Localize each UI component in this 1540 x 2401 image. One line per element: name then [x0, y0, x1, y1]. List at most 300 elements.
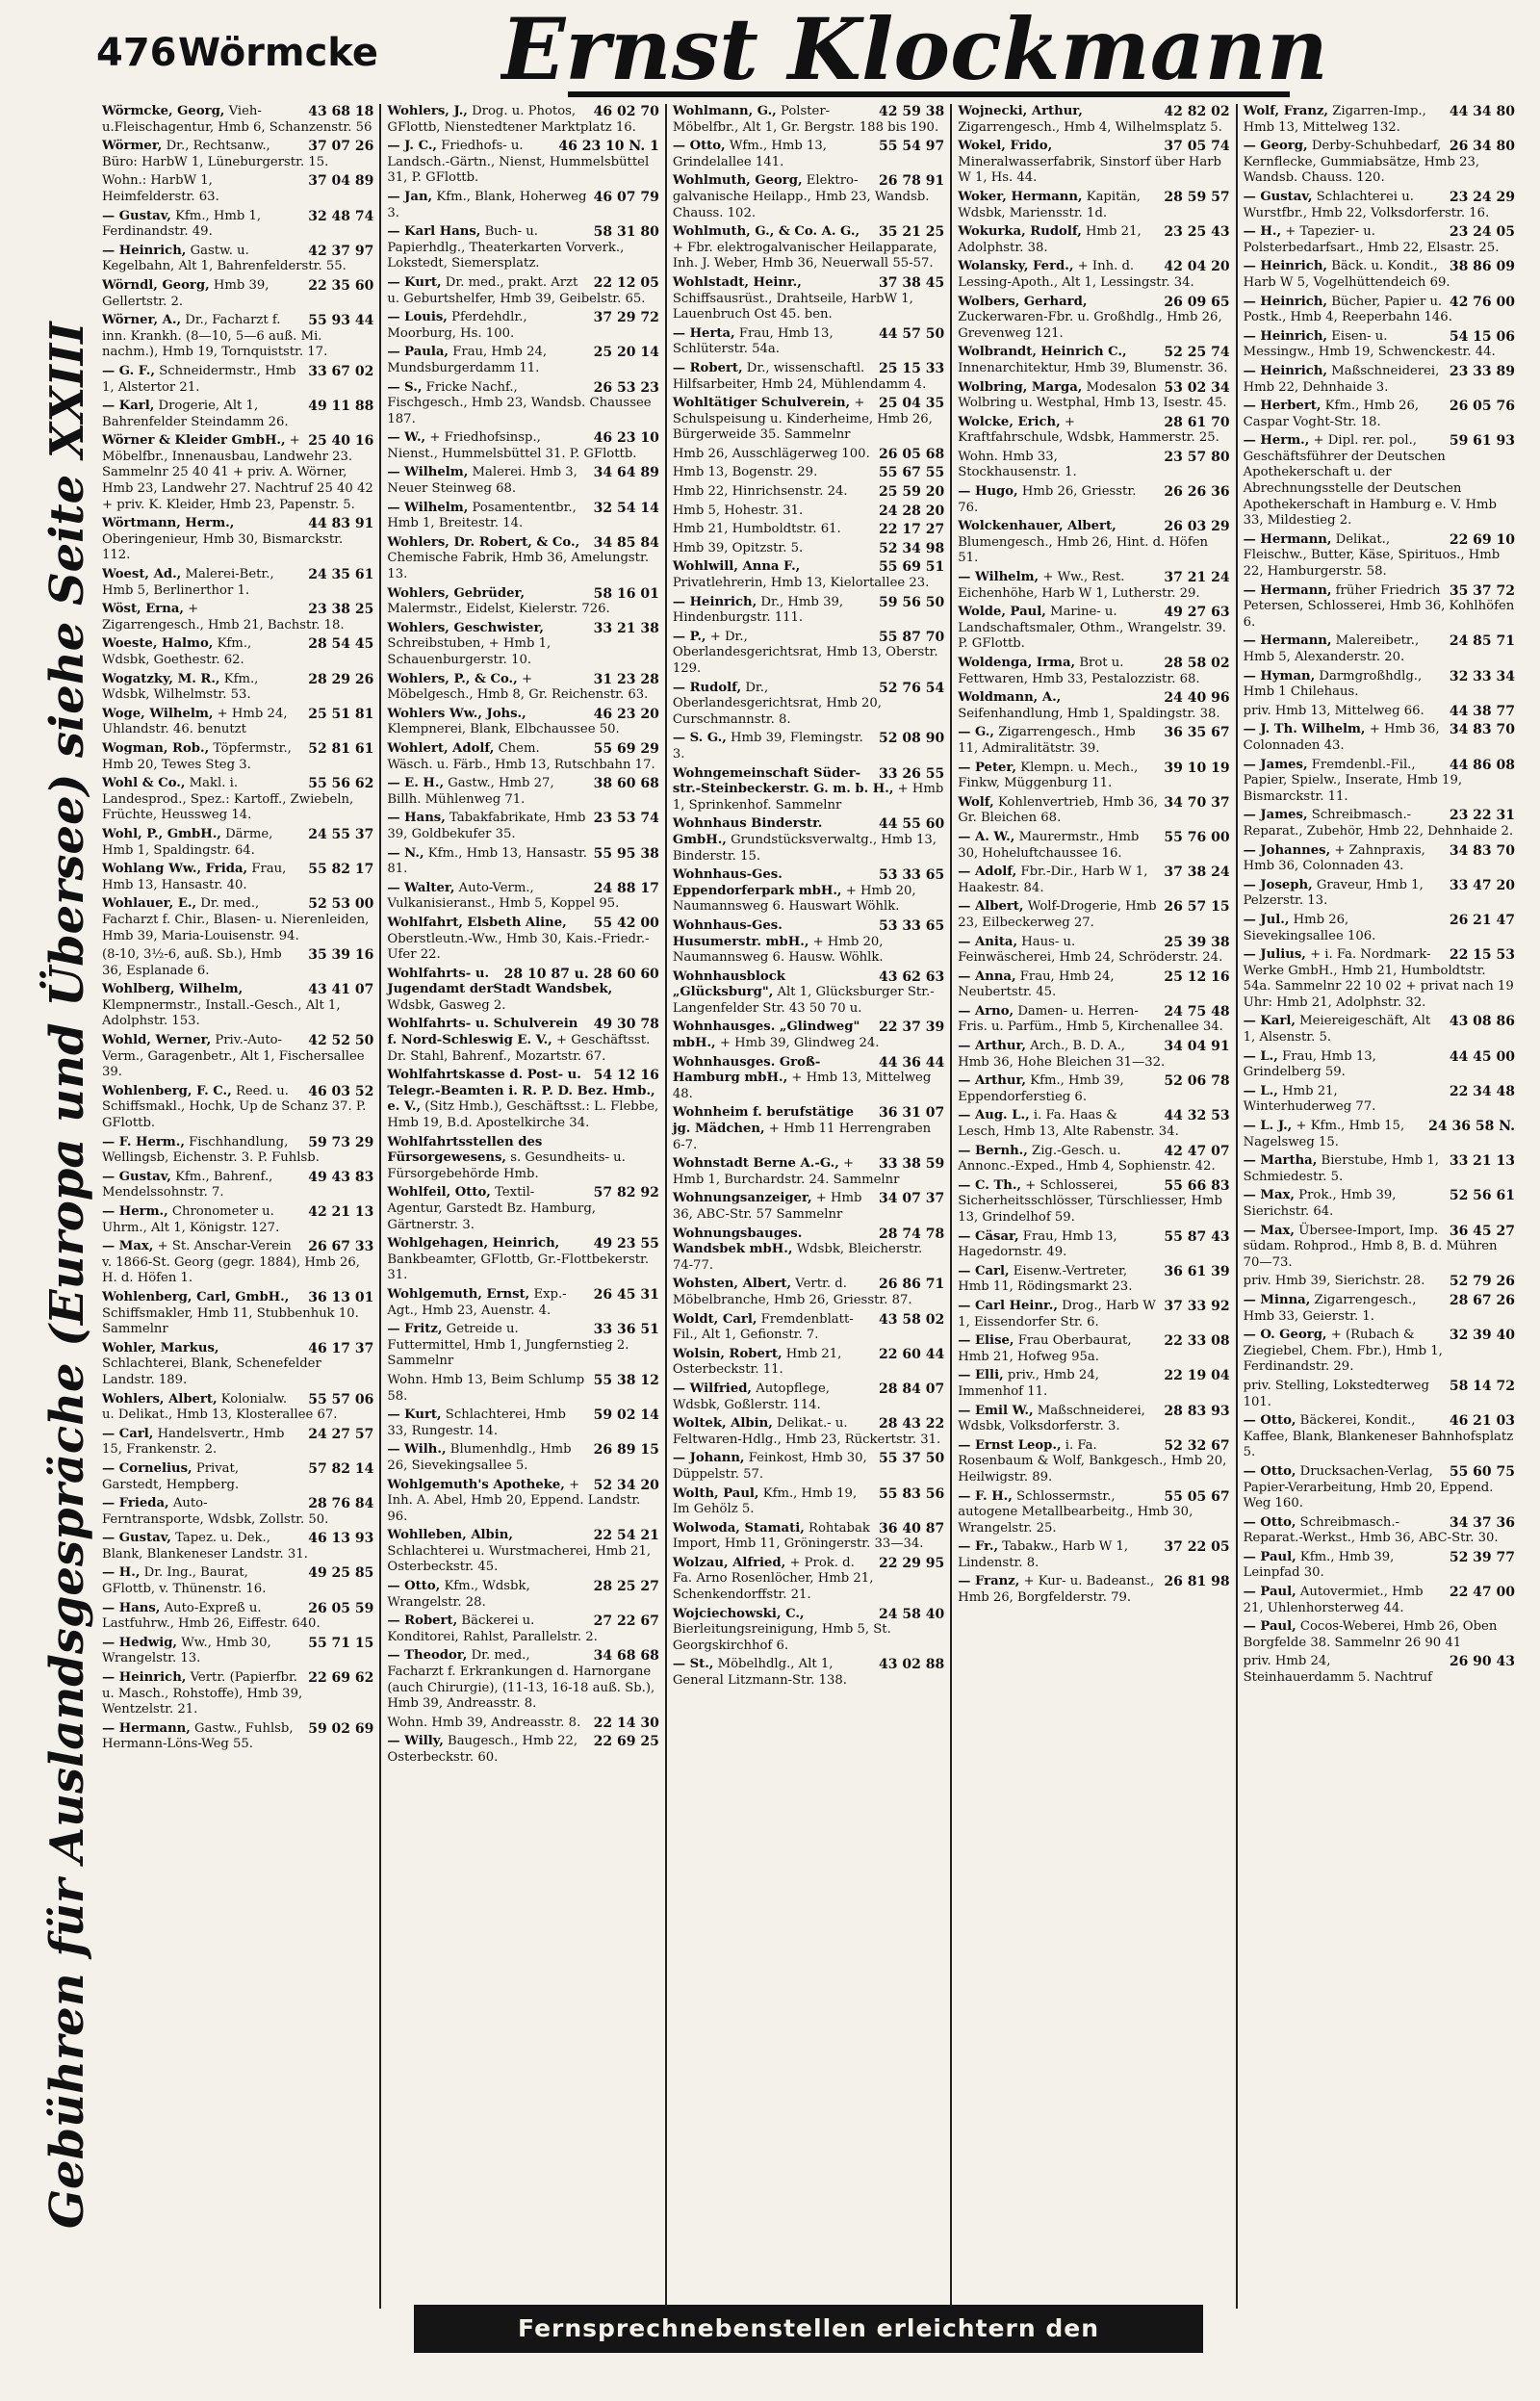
directory-entry — [958, 190, 1229, 221]
entry-name: Woeste, Halmo, — [102, 636, 214, 652]
entry-detail: Chem. Wäsch. u. Färb., Hmb 13, Rutschbahn 17. — [387, 740, 655, 772]
phone-number: 35 21 25 — [879, 224, 945, 241]
entry-name: Wolth, Paul, — [672, 1485, 759, 1501]
entry-name: Wörmcke, Georg, — [102, 104, 225, 118]
entry-name: Wohnhausges. Groß-Hamburg mbH., — [672, 1054, 821, 1086]
directory-entry — [958, 1539, 1229, 1571]
directory-entry — [958, 865, 1229, 896]
entry-name: Wohlfahrts- u. Jugendamt derStadt Wandsbek, — [387, 966, 613, 997]
directory-entry — [673, 1191, 944, 1223]
phone-number: 22 69 62 — [308, 1670, 374, 1687]
entry-detail: Wdsbk, Bleicherstr. 74-77. — [672, 1242, 923, 1273]
phone-number: 55 57 06 — [308, 1391, 374, 1407]
entry-name: Wörndl, Georg, — [102, 277, 210, 293]
phone-number: 46 23 10 — [593, 430, 659, 447]
phone-number: 26 67 33 — [308, 1239, 374, 1255]
directory-entry — [673, 969, 944, 1018]
entry-name: — O. Georg, — [1243, 1328, 1327, 1343]
directory-entry — [387, 1287, 658, 1319]
entry-name: — Gustav, — [1243, 189, 1313, 204]
directory-entry — [1244, 722, 1515, 754]
phone-number: 55 56 62 — [308, 776, 374, 792]
entry-name: — Paula, — [387, 345, 449, 360]
phone-number: 26 81 98 — [1164, 1574, 1230, 1590]
phone-number: 33 38 59 — [879, 1156, 945, 1173]
phone-number: 44 55 60 — [879, 816, 945, 833]
entry-name: Wogman, Rob., — [102, 740, 210, 756]
phone-number: 46 02 70 — [593, 104, 659, 119]
directory-entry — [102, 1636, 373, 1667]
entry-detail: Marine- u. Landschaftsmaler, Othm., Wrangelstr. 39. P. GFlottb. — [958, 605, 1226, 652]
entry-name: — Herm., — [1243, 433, 1310, 449]
phone-number: 32 33 34 — [1449, 668, 1516, 684]
entry-name: — Karl, — [102, 399, 155, 414]
entry-name: — L., — [1243, 1048, 1278, 1064]
entry-detail: + Ww., Rest. Eichenhöhe, Harb W 1, Lutherstr. 29. — [958, 570, 1200, 601]
directory-entry — [387, 465, 658, 497]
directory-entry — [102, 173, 373, 205]
directory-entry — [102, 947, 373, 979]
entry-detail: Zigarrengesch., Hmb 4, Wilhelmsplatz 5. — [958, 119, 1222, 135]
entry-detail: Innenarchitektur, Hmb 39, Blumenstr. 36. — [958, 360, 1228, 375]
entry-name: — Adolf, — [958, 865, 1017, 880]
entry-name: Wolansky, Ferd., — [958, 259, 1074, 274]
directory-entry — [958, 415, 1229, 447]
directory-entry — [387, 1614, 658, 1645]
entry-detail: Dr., Rechtsanw., Büro: HarbW 1, Lüneburgerstr. 15. — [102, 139, 329, 169]
phone-number: 43 68 18 — [308, 104, 374, 119]
entry-detail: Fremdenblatt-Fil., Alt 1, Gefionstr. 7. — [672, 1311, 854, 1343]
entry-detail: Hmb 39, Gellertstr. 2. — [102, 277, 270, 309]
entry-name: — James, — [1243, 757, 1308, 772]
phone-number: 22 33 08 — [1164, 1333, 1230, 1350]
entry-name: — J. Th. Wilhelm, — [1243, 722, 1366, 737]
entry-name: Wohlberg, Wilhelm, — [102, 982, 244, 997]
directory-entry — [1244, 1328, 1515, 1376]
phone-number: 39 10 19 — [1164, 760, 1230, 776]
entry-name: Wohngemeinschaft Süder-str.-Steinbeckerstr. G. m. b. H., — [672, 765, 894, 797]
phone-number: 42 37 97 — [308, 243, 374, 259]
entry-detail: Frau, Hmb 13, Grindelberg 59. — [1243, 1048, 1376, 1080]
entry-name: Wohlmann, G., — [672, 104, 777, 118]
directory-entry — [387, 1579, 658, 1611]
directory-entry — [673, 1607, 944, 1655]
directory-entry — [1244, 1464, 1515, 1512]
directory-entry — [1244, 295, 1515, 326]
entry-detail: Buch- u. Papierhdlg., Theaterkarten Vorverk., Lokstedt, Siemersplatz. — [387, 224, 625, 271]
directory-entry — [673, 1347, 944, 1379]
entry-name: — Arthur, — [958, 1073, 1027, 1089]
entry-detail: Blumenhdlg., Hmb 26, Sievekingsallee 5. — [387, 1442, 572, 1473]
entry-name: Wohlers, P., & Co., — [387, 671, 518, 686]
entry-detail: + Inh. d. Lessing-Apoth., Alt 1, Lessingstr. 34. — [958, 259, 1194, 290]
phone-number: 32 54 14 — [593, 500, 659, 516]
phone-number: 34 07 37 — [879, 1191, 945, 1207]
entry-detail: Wdsbk, Gasweg 2. — [387, 997, 506, 1013]
entry-name: Wohnhaus-Ges. Husumerstr. mbH., — [672, 917, 809, 949]
phone-number: 28 54 45 — [308, 636, 374, 653]
entry-name: — Theodor, — [387, 1648, 468, 1664]
entry-name: Wokurka, Rudolf, — [958, 224, 1082, 240]
entry-detail: Frau, Hmb 13, Hagedornstr. 49. — [958, 1228, 1117, 1260]
phone-number: 25 40 16 — [308, 433, 374, 450]
directory-entry — [1244, 364, 1515, 396]
directory-entry — [102, 776, 373, 824]
directory-entry — [102, 1496, 373, 1528]
phone-number: 26 05 59 — [308, 1600, 374, 1616]
phone-number: 55 87 43 — [1164, 1228, 1230, 1245]
entry-detail: + Hmb 36, Colonnaden 43. — [1243, 722, 1440, 753]
phone-number: 22 54 21 — [593, 1528, 659, 1544]
entry-detail: Kfm., Wdsbk, Wrangelstr. 28. — [387, 1579, 530, 1610]
entry-name: Wohler, Markus, — [102, 1340, 219, 1355]
directory-entry — [1244, 1153, 1515, 1185]
phone-number: 22 17 27 — [879, 522, 945, 538]
entry-name: — Franz, — [958, 1574, 1020, 1589]
entry-name: Wokel, Frido, — [958, 139, 1053, 154]
directory-entry — [673, 447, 944, 463]
entry-detail: Handelsvertr., Hmb 15, Frankenstr. 2. — [102, 1426, 285, 1458]
directory-entry — [102, 1461, 373, 1493]
entry-name: Wohlgemuth's Apotheke, — [387, 1477, 565, 1492]
phone-number: 22 69 10 — [1449, 531, 1516, 548]
entry-detail: Privatlehrerin, Hmb 13, Kielortallee 23. — [672, 576, 930, 591]
entry-detail: Eisen- u. Messingw., Hmb 19, Schwenckestr. 44. — [1243, 328, 1496, 360]
directory-entry — [1244, 913, 1515, 944]
directory-entry — [387, 707, 658, 738]
phone-number: 24 27 57 — [308, 1426, 374, 1442]
directory-entry — [387, 430, 658, 462]
brand-logo — [500, 10, 1328, 106]
entry-name: Woldt, Carl, — [672, 1311, 757, 1327]
entry-name: — Hyman, — [1243, 668, 1316, 684]
entry-name: Wolsin, Robert, — [672, 1346, 783, 1361]
phone-number: 22 19 04 — [1164, 1368, 1230, 1384]
phone-number: 37 33 92 — [1164, 1298, 1230, 1314]
phone-number: 42 82 02 — [1164, 104, 1230, 119]
entry-detail: Reed. u. Schiffsmakl., Hochk, Up de Schanz 37. P. GFlottb. — [102, 1083, 367, 1131]
entry-name: Wohnungsanzeiger, — [672, 1191, 812, 1206]
entry-name: — H., — [1243, 224, 1282, 240]
entry-name: — Max, — [102, 1239, 154, 1254]
directory-entry — [1244, 808, 1515, 839]
directory-entry — [1244, 329, 1515, 361]
phone-number: 25 04 35 — [879, 396, 945, 412]
entry-name: Wöst, Erna, — [102, 602, 184, 617]
directory-entry — [102, 399, 373, 430]
entry-detail: Vieh-u.Fleischagentur, Hmb 6, Schanzenstr. 56 — [102, 104, 372, 135]
entry-name: Wohlwill, Anna F., — [672, 559, 801, 575]
directory-entry — [1244, 1084, 1515, 1116]
entry-detail: Dr., Facharzt f. inn. Krankh. (8—10, 5—6 auß. Mi. nachm.), Hmb 19, Tornquiststr. 17. — [102, 313, 328, 360]
entry-detail: Hmb 26, Ausschlägerweg 100. — [672, 446, 870, 461]
phone-number: 24 40 96 — [1164, 690, 1230, 707]
entry-name: — Hans, — [387, 811, 446, 826]
entry-name: Wohlers, Geschwister, — [387, 620, 545, 635]
phone-number: 42 04 20 — [1164, 259, 1230, 275]
entry-name: — L., — [1243, 1083, 1278, 1098]
directory-entry — [102, 433, 373, 513]
directory-entry — [958, 1299, 1229, 1330]
entry-detail: + Kraftfahrschule, Wdsbk, Hammerstr. 25. — [958, 414, 1219, 446]
entry-detail: Elektro-galvanische Heilapp., Hmb 23, Wandsb. Chauss. 102. — [672, 173, 930, 220]
entry-detail: Schiffsmakler, Hmb 11, Stubbenhuk 10. Sammelnr — [102, 1305, 359, 1337]
phone-number: 26 57 15 — [1164, 899, 1230, 916]
phone-number: 52 81 61 — [308, 740, 374, 757]
entry-detail: (8-10, 3½-6, auß. Sb.), Hmb 36, Esplanade 6. — [102, 947, 282, 978]
phone-number: 26 90 43 — [1449, 1654, 1516, 1670]
entry-detail: Dr. med., Facharzt f. Erkrankungen d. Harnorgane (auch Chirurgie), (11-13, 16-18 auß. Sb.), Hmb 39, Andreasstr. 8. — [387, 1648, 655, 1712]
directory-entry — [102, 896, 373, 944]
entry-detail: Hmb 39, Opitzstr. 5. — [672, 540, 804, 555]
entry-name: Wohnheim f. berufstätige jg. Mädchen, — [672, 1105, 855, 1137]
directory-entry — [958, 380, 1229, 412]
directory-entry — [387, 1716, 658, 1732]
directory-entry — [387, 1734, 658, 1766]
directory-entry — [673, 139, 944, 170]
directory-entry — [1244, 1515, 1515, 1547]
phone-number: 52 34 20 — [593, 1477, 659, 1493]
phone-number: 34 64 89 — [593, 465, 659, 481]
phone-number: 44 86 08 — [1449, 757, 1516, 773]
entry-name: — Georg, — [1243, 139, 1308, 154]
entry-name: — Elise, — [958, 1333, 1014, 1349]
entry-detail: Bäck. u. Kondit., Harb W 5, Vogelhüttendeich 69. — [1243, 259, 1450, 290]
entry-detail: Autopflege, Wdsbk, Goßlerstr. 114. — [672, 1381, 830, 1412]
entry-name: Wohnungsbauges. Wandsbek mbH., — [672, 1226, 803, 1257]
entry-detail: Oberingenieur, Hmb 30, Bismarckstr. 112. — [102, 531, 344, 563]
phone-number: 22 47 00 — [1449, 1585, 1516, 1601]
entry-name: Wohlers, Gebrüder, — [387, 585, 526, 601]
entry-name: — G. F., — [102, 363, 155, 378]
phone-number: 37 05 74 — [1164, 139, 1230, 155]
entry-detail: Dr., wissenschaftl. Hilfsarbeiter, Hmb 24, Mühlendamm 4. — [672, 360, 927, 392]
directory-entry — [673, 275, 944, 323]
directory-entry — [673, 1312, 944, 1344]
directory-entry — [1244, 704, 1515, 720]
entry-name: — Bernh., — [958, 1143, 1028, 1158]
entry-detail: Cocos-Weberei, Hmb 26, Oben Borgfelde 38. Sammelnr 26 90 41 — [1243, 1619, 1498, 1650]
entry-name: — Max, — [1243, 1188, 1295, 1203]
entry-name: Wolckenhauer, Albert, — [958, 519, 1116, 534]
directory-entry — [102, 313, 373, 361]
directory-entry — [387, 621, 658, 669]
entry-detail: Ww., Hmb 30, Wrangelstr. 13. — [102, 1635, 271, 1666]
entry-detail: + Zigarrengesch., Hmb 21, Bachstr. 18. — [102, 602, 345, 633]
phone-number: 34 68 68 — [593, 1648, 659, 1665]
phone-number: 53 33 65 — [879, 867, 945, 884]
phone-number: 55 05 67 — [1164, 1488, 1230, 1505]
phone-number: 55 67 55 — [879, 465, 945, 481]
phone-number: 25 59 20 — [879, 484, 945, 501]
phone-number: 54 12 16 — [593, 1068, 659, 1084]
entry-name: Wolbrandt, Heinrich C., — [958, 345, 1127, 360]
directory-entry — [102, 982, 373, 1030]
entry-detail: Wohn.: HarbW 1, Heimfelderstr. 63. — [102, 173, 219, 204]
phone-number: 25 51 81 — [308, 706, 374, 722]
entry-name: Wohlfahrtskasse d. Post- u. Telegr.-Beamten i. R. P. D. Bez. Hmb., e. V., — [387, 1068, 655, 1115]
phone-number: 34 85 84 — [593, 534, 659, 551]
phone-number: 34 83 70 — [1449, 722, 1516, 738]
directory-entry — [673, 731, 944, 762]
phone-number: 27 22 67 — [593, 1614, 659, 1630]
phone-number: 25 20 14 — [593, 345, 659, 361]
entry-name: — Kurt, — [387, 1407, 442, 1423]
entry-detail: + (Rubach & Ziegiebel, Chem. Fbr.), Hmb 1, Ferdinandstr. 29. — [1243, 1328, 1443, 1375]
directory-entry — [102, 104, 373, 136]
entry-detail: + Hmb 1, Burchardstr. 24. Sammelnr — [672, 1156, 900, 1187]
phone-number: 59 56 50 — [879, 594, 945, 610]
entry-name: — Elli, — [958, 1368, 1004, 1383]
entry-detail: Delikat., Fleischw., Butter, Käse, Spirituos., Hmb 22, Hamburgerstr. 58. — [1243, 531, 1501, 580]
entry-name: — Robert, — [672, 360, 743, 375]
directory-entry — [102, 1427, 373, 1459]
directory-column — [379, 104, 664, 2309]
directory-entry — [958, 484, 1229, 516]
entry-name: Wolde, Paul, — [958, 605, 1046, 620]
entry-detail: Schlachterei u. Wurstfbr., Hmb 22, Volksdorferstr. 16. — [1243, 189, 1490, 220]
entry-name: Wohlers Ww., Johs., — [387, 706, 526, 721]
phone-number: 57 82 14 — [308, 1460, 374, 1477]
entry-detail: Frau, Hmb 24, Neubertstr. 45. — [958, 968, 1115, 1000]
phone-number: 23 57 80 — [1164, 449, 1230, 465]
directory-entry — [102, 139, 373, 170]
entry-detail: Maßschneiderei, Wdsbk, Volksdorferstr. 3. — [958, 1403, 1145, 1434]
entry-detail: Feinkost, Hmb 30, Düppelstr. 57. — [672, 1451, 867, 1482]
directory-entry — [958, 1108, 1229, 1140]
brand-logo-text: Ernst Klockmann — [500, 10, 1328, 99]
directory-entry — [673, 630, 944, 678]
entry-detail: + St. Anschar-Verein v. 1866-St. Georg (gegr. 1884), Hmb 26, H. d. Höfen 1. — [102, 1239, 360, 1286]
directory-entry — [387, 881, 658, 913]
phone-number: 55 42 00 — [593, 915, 659, 931]
entry-detail: Därme, Hmb 1, Spaldingstr. 64. — [102, 826, 273, 858]
directory-column — [1236, 104, 1521, 2309]
directory-entry — [387, 586, 658, 618]
directory-entry — [387, 1185, 658, 1233]
directory-entry — [1244, 104, 1515, 136]
directory-entry — [958, 1004, 1229, 1036]
entry-detail: Übersee-Import, Imp. südam. Rohprod., Hmb 8, B. d. Mühren 70—73. — [1243, 1223, 1498, 1270]
phone-number: 38 60 68 — [593, 776, 659, 792]
entry-name: Wolbers, Gerhard, — [958, 294, 1088, 309]
phone-number: 28 58 02 — [1164, 656, 1230, 671]
entry-name: — Gustav, — [102, 208, 171, 223]
directory-entry — [958, 1264, 1229, 1296]
entry-detail: Drucksachen-Verlag, Papier-Verarbeitung, Hmb 20, Eppend. Weg 160. — [1243, 1463, 1494, 1511]
entry-name: — Anita, — [958, 934, 1018, 949]
directory-entry — [673, 104, 944, 136]
directory-entry — [102, 516, 373, 564]
entry-detail: + Fbr. elektrogalvanischer Heilapparate, Inh. J. Weber, Hmb 36, Neuerwall 55-57. — [672, 240, 937, 271]
entry-name: Wohlleben, Albin, — [387, 1528, 513, 1543]
entry-name: — Wilfried, — [672, 1381, 753, 1396]
directory-entry — [102, 364, 373, 396]
phone-number: 55 83 56 — [879, 1485, 945, 1502]
phone-number: 49 23 55 — [593, 1236, 659, 1252]
entry-detail: Hmb 22, Hinrichsenstr. 24. — [672, 484, 848, 500]
directory-entry — [958, 1438, 1229, 1486]
phone-number: 49 27 63 — [1164, 605, 1230, 621]
entry-detail: Zigarren-Imp., Hmb 13, Mittelweg 132. — [1243, 104, 1426, 135]
entry-detail: priv. Stelling, Lokstedterweg 101. — [1243, 1378, 1429, 1409]
directory-entry — [387, 1648, 658, 1712]
phone-number: 28 25 27 — [593, 1579, 659, 1595]
phone-number: 23 25 43 — [1164, 224, 1230, 241]
phone-number: 52 34 98 — [879, 540, 945, 556]
phone-number: 33 67 02 — [308, 363, 374, 379]
entry-name: — Walter, — [387, 880, 455, 895]
directory-entry — [102, 1084, 373, 1132]
entry-name: — Hugo, — [958, 484, 1018, 500]
directory-entry — [958, 259, 1229, 291]
entry-name: — Otto, — [672, 139, 726, 154]
directory-entry — [1244, 1654, 1515, 1686]
directory-entry — [958, 1489, 1229, 1537]
entry-detail: Auto-Ferntransporte, Wdsbk, Zollstr. 50. — [102, 1496, 329, 1527]
directory-entry — [1244, 433, 1515, 529]
phone-number: 55 76 00 — [1164, 829, 1230, 845]
phone-number: 52 39 77 — [1449, 1549, 1516, 1565]
directory-entry — [102, 1721, 373, 1753]
entry-detail: + Friedhofsinsp., Nienst., Hummelsbüttel 31. P. GFlottb. — [387, 430, 637, 461]
entry-name: — Wilhelm, — [387, 500, 469, 515]
phone-number: 23 38 25 — [308, 602, 374, 618]
entry-name: — G., — [958, 725, 994, 740]
phone-number: 36 40 87 — [879, 1520, 945, 1536]
entry-detail: Dr., Oberlandesgerichtsrat, Hmb 20, Curschmannstr. 8. — [672, 680, 882, 727]
directory-entry — [102, 672, 373, 704]
phone-number: 49 11 88 — [308, 399, 374, 415]
phone-number: 28 67 26 — [1449, 1292, 1516, 1308]
phone-number: 26 89 15 — [593, 1442, 659, 1459]
entry-detail: (Sitz Hmb.), Geschäftsst.: L. Flebbe, Hmb 19, B.d. Apostelkirche 34. — [387, 1099, 659, 1131]
phone-number: 49 30 78 — [593, 1017, 659, 1033]
directory-entry — [958, 795, 1229, 827]
entry-name: — Peter, — [958, 760, 1017, 775]
entry-name: Wörner & Kleider GmbH., — [102, 433, 286, 449]
entry-name: — Johann, — [672, 1451, 745, 1466]
directory-entry — [1244, 758, 1515, 806]
directory-entry — [1244, 1224, 1515, 1272]
phone-number: 23 24 29 — [1449, 189, 1516, 205]
directory-entry — [387, 380, 658, 428]
phone-number: 32 48 74 — [308, 208, 374, 224]
directory-entry — [102, 827, 373, 859]
directory-entry — [958, 830, 1229, 862]
entry-detail: Chemische Fabrik, Hmb 36, Amelungstr. 13. — [387, 551, 650, 582]
entry-detail: Maßschneiderei, Hmb 22, Dehnhaide 3. — [1243, 363, 1440, 395]
directory-entry — [673, 1556, 944, 1604]
phone-number: 44 36 44 — [879, 1054, 945, 1071]
directory-entry — [387, 1442, 658, 1474]
phone-number: 22 29 95 — [879, 1555, 945, 1571]
entry-name: Wohlfahrts- u. Schulverein f. Nord-Schleswig E. V., — [387, 1017, 578, 1048]
phone-number: 24 75 48 — [1164, 1003, 1230, 1020]
directory-entry — [673, 522, 944, 538]
entry-name: — Hans, — [102, 1600, 161, 1615]
directory-entry — [673, 484, 944, 501]
directory-entry — [387, 275, 658, 307]
entry-detail: Wohn. Hmb 13, Beim Schlump 58. — [387, 1372, 585, 1404]
entry-name: Wohlers, J., — [387, 104, 468, 118]
entry-name: Wohlenberg, F. C., — [102, 1083, 232, 1098]
phone-number: 59 73 29 — [308, 1134, 374, 1150]
directory-entry — [1244, 1619, 1515, 1651]
entry-name: Wohnhausges. „Glindweg" mbH., — [672, 1020, 860, 1051]
entry-detail: Tabakfabrikate, Hmb 39, Goldbekufer 35. — [387, 811, 586, 841]
phone-number: 43 41 07 — [308, 982, 374, 998]
